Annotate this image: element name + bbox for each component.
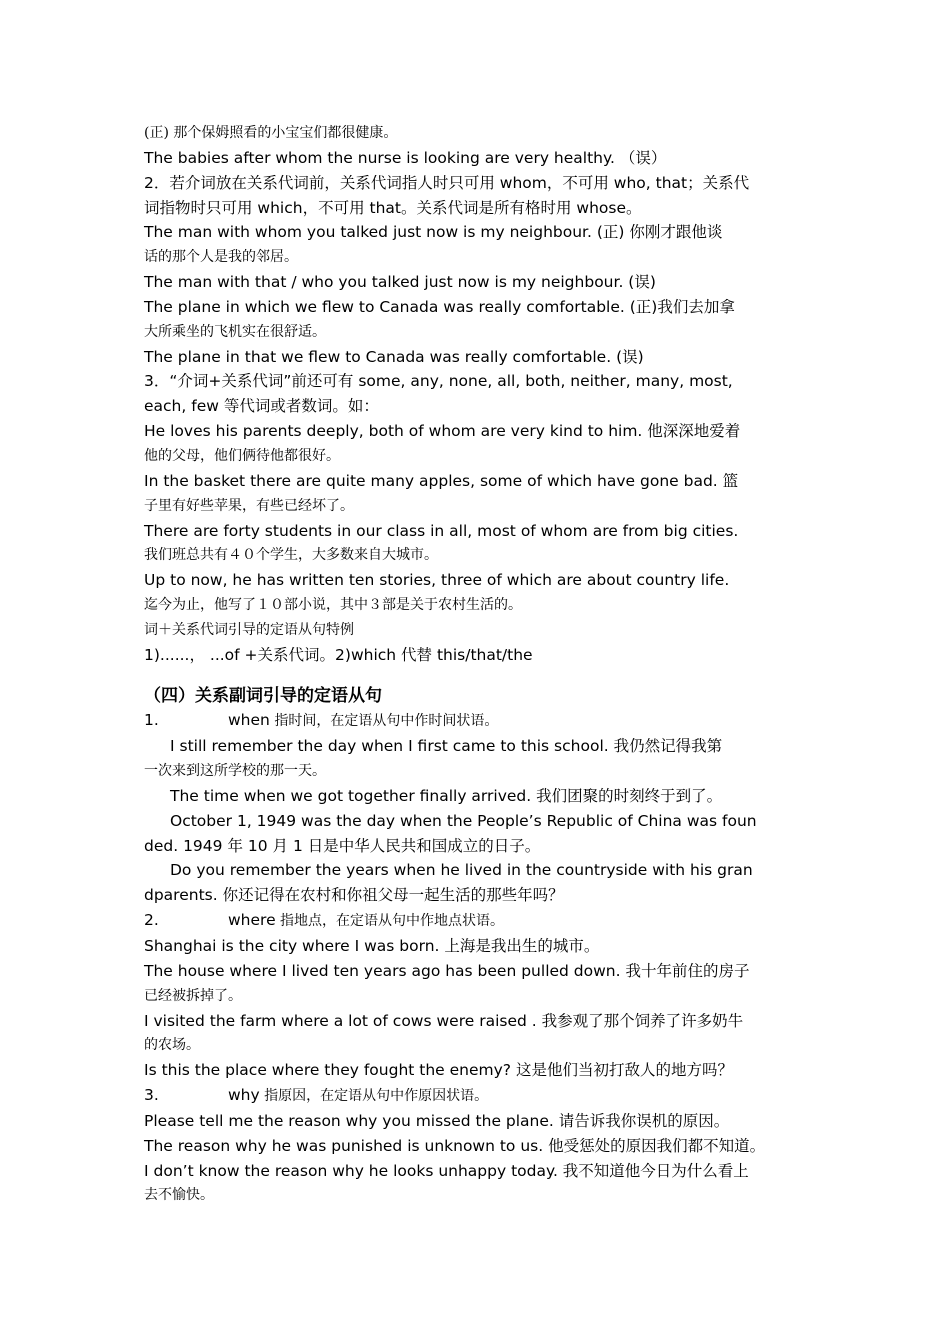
item-description: 指时间，在定语从句中作时间状语。: [269, 713, 499, 730]
text-line: 一次来到这所学校的那一天。: [144, 763, 326, 780]
text-line: There are forty students in our class in all, most of whom are from big cities.: [144, 521, 739, 540]
text-line: The time when we got together finally arrived. 我们团聚的时刻终于到了。: [170, 786, 723, 805]
text-line: 大所乘坐的飞机实在很舒适。: [144, 323, 326, 340]
text-line: Is this the place where they fought the enemy? 这是他们当初打敌人的地方吗？: [144, 1061, 733, 1080]
text-line: 的农场。: [144, 1037, 200, 1054]
text-line: 迄今为止，他写了１０部小说，其中３部是关于农村生活的。: [144, 597, 522, 614]
text-line: I still remember the day when I first came to this school. 我仍然记得我第: [170, 737, 723, 756]
text-line: The house where I lived ten years ago has been pulled down. 我十年前住的房子: [144, 961, 750, 980]
item-number: 1.: [144, 711, 159, 730]
text-line: each, few 等代词或者数词。如：: [144, 397, 379, 416]
document-page: [144, 121, 824, 1208]
section-heading: （四）关系副词引导的定语从句: [144, 685, 382, 706]
text-line: 3．“介词+关系代词”前还可有 some, any, none, all, both, neither, many, most,: [144, 372, 733, 391]
text-line: 我们班总共有４０个学生，大多数来自大城市。: [144, 547, 438, 564]
item-description: 指原因，在定语从句中作原因状语。: [259, 1088, 489, 1105]
text-line: ded. 1949 年 10 月 1 日是中华人民共和国成立的日子。: [144, 836, 541, 855]
item-description: 指地点，在定语从句中作地点状语。: [275, 913, 505, 930]
item-keyword: when: [228, 711, 270, 730]
text-line: Up to now, he has written ten stories, three of which are about country life.: [144, 571, 730, 590]
item-number: 3.: [144, 1086, 159, 1105]
text-line: 词＋关系代词引导的定语从句特例: [144, 621, 354, 638]
item-keyword: where: [228, 911, 276, 930]
text-line: 去不愉快。: [144, 1187, 214, 1204]
item-number: 2.: [144, 911, 159, 930]
text-line: dparents. 你还记得在农村和你祖父母一起生活的那些年吗？: [144, 886, 564, 905]
text-line: In the basket there are quite many apples, some of which have gone bad. 篮: [144, 471, 739, 490]
text-line: 话的那个人是我的邻居。: [144, 249, 298, 266]
text-line: Shanghai is the city where I was born. 上海是我出生的城市。: [144, 937, 600, 955]
text-line: October 1, 1949 was the day when the People’s Republic of China was foun: [170, 811, 757, 830]
text-line: The plane in which we flew to Canada was really comfortable. (正)我们去加拿: [144, 297, 735, 316]
text-line: Do you remember the years when he lived in the countryside with his gran: [170, 861, 753, 880]
text-line: I don’t know the reason why he looks unhappy today. 我不知道他今日为什么看上: [144, 1161, 749, 1180]
text-line: He loves his parents deeply, both of whom are very kind to him. 他深深地爱着: [144, 422, 741, 441]
list-item-when: [144, 708, 824, 734]
text-line: 子里有好些苹果，有些已经坏了。: [144, 497, 354, 514]
text-line: (正) 那个保姆照看的小宝宝们都很健康。: [144, 125, 398, 141]
text-line: 1)......， ...of +关系代词。2)which 代替 this/that/the: [144, 645, 533, 664]
list-item-why: [144, 1083, 824, 1109]
item-keyword: why: [228, 1086, 260, 1105]
text-line: 他的父母，他们俩待他都很好。: [144, 447, 340, 464]
text-line: The man with whom you talked just now is my neighbour. (正) 你刚才跟他谈: [144, 223, 723, 242]
text-line: 已经被拆掉了。: [144, 987, 242, 1004]
text-line: The plane in that we flew to Canada was really comfortable. (误): [144, 347, 644, 366]
text-line: 2．若介词放在关系代词前，关系代词指人时只可用 whom，不可用 who, that；关系代: [144, 173, 750, 192]
text-line: The babies after whom the nurse is looking are very healthy. （误）: [144, 148, 667, 167]
text-line: Please tell me the reason why you missed the plane. 请告诉我你误机的原因。: [144, 1111, 730, 1130]
text-line: The reason why he was punished is unknown to us. 他受惩处的原因我们都不知道。: [144, 1136, 766, 1155]
text-line: I visited the farm where a lot of cows were raised . 我参观了那个饲养了许多奶牛: [144, 1011, 744, 1030]
text-line: 词指物时只可用 which，不可用 that。关系代词是所有格时用 whose。: [144, 198, 642, 217]
text-line: The man with that / who you talked just now is my neighbour. (误): [144, 273, 656, 292]
list-item-where: [144, 908, 824, 934]
